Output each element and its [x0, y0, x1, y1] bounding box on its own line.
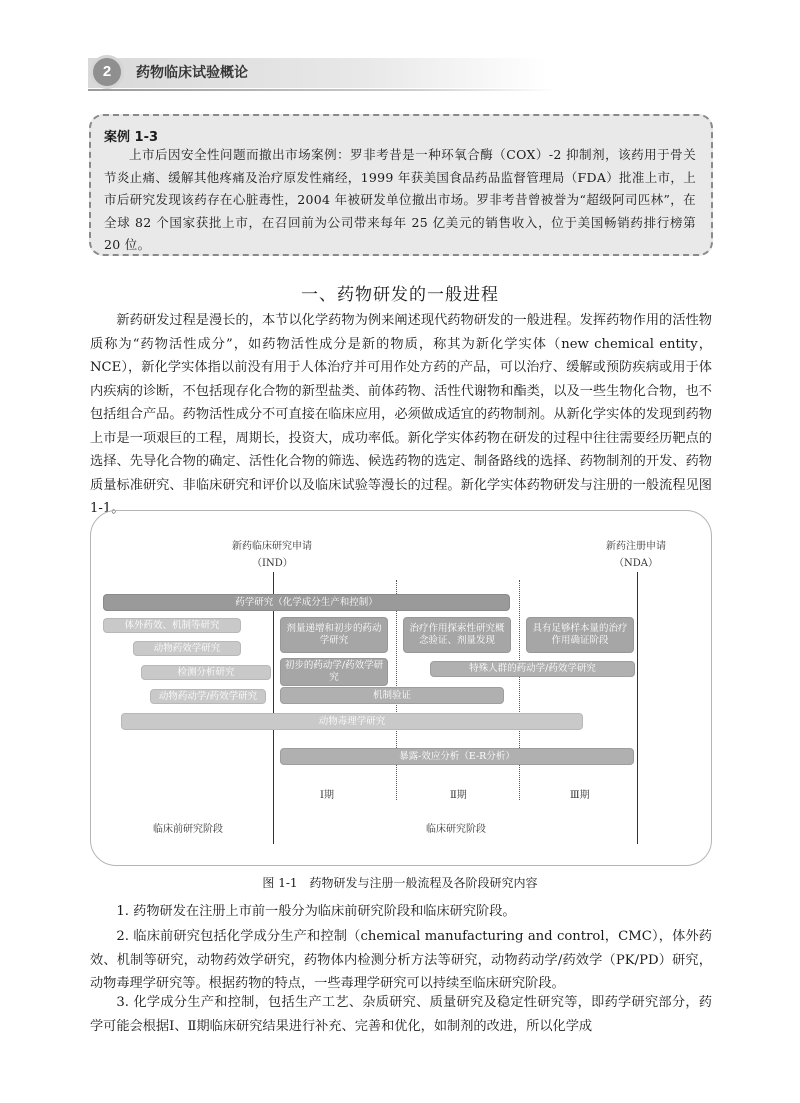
- exposure-response-bar: 暴露-效应分析（E-R分析）: [280, 748, 634, 765]
- intro-paragraph: 新药研发过程是漫长的，本节以化学药物为例来阐述现代药物研发的一般进程。发挥药物作用的活性物质称为“药物活性成分”，如药物活性成分是新的物质，称其为新化学实体（new chemical entity，NCE），新化学实体指以前没有用于人体治疗并可用作处方药的产品，可以治疗、缓解或预防疾病或用于体内疾病的诊断，不包括现存化合物的新型盐类、前体药物、活性代谢物和酯类，以及一些生物化合物，也不包括组合产品。药物活性成分不可直接在临床应用，必须做成适宜的药物制剂。从新化学实体的发现到药物上市是一项艰巨的工程，周期长，投资大，成功率低。新化学实体药物在研发的过程中往往需要经历靶点的选择、先导化合物的确定、活性化合物的筛选、候选药物的选定、制备路线的选择、药物制剂的开发、药物质量标准研究、非临床研究和评价以及临床试验等漫长的过程。新化学实体药物研发与注册的一般流程见图 1-1。: [90, 313, 712, 516]
- figure-caption: 图 1-1 药物研发与注册一般流程及各阶段研究内容: [262, 876, 538, 890]
- dose-escalation-box: 剂量递增和初步的药动学研究: [280, 617, 388, 653]
- note-paragraph-3: 3. 化学成分生产和控制，包括生产工艺、杂质研究、质量研究及稳定性研究等，即药学研究部分，药学可能会根据Ⅰ、Ⅱ期临床研究结果进行补充、完善和优化，如制剂的改进，所以化学成: [90, 995, 712, 1034]
- animal-pd-bar: 动物药效学研究: [133, 641, 241, 656]
- preclinical-stage-label: 临床前研究阶段: [153, 824, 223, 835]
- animal-pkpd-bar: 动物药动学/药效学研究: [150, 689, 266, 704]
- phase2-3-divider: [519, 580, 520, 800]
- phase1-label: Ⅰ期: [320, 790, 334, 801]
- exploratory-box: 治疗作用探索性研究概念验证、剂量发现: [403, 617, 511, 653]
- note-paragraph-1: 1. 药物研发在注册上市前一般分为临床前研究阶段和临床研究阶段。: [116, 904, 516, 919]
- running-title: 药物临床试验概论: [136, 65, 248, 81]
- nda-abbr: （NDA）: [614, 558, 658, 569]
- cmc-bar: 药学研究（化学成分生产和控制）: [103, 594, 510, 611]
- ind-label: 新药临床研究申请: [232, 541, 312, 552]
- confirmatory-box: 具有足够样本量的治疗作用确证阶段: [526, 617, 634, 653]
- ind-milestone-line: [273, 572, 274, 844]
- invitro-bar: 体外药效、机制等研究: [103, 618, 241, 633]
- phase3-label: Ⅲ期: [570, 790, 590, 801]
- detection-bar: 检测分析研究: [141, 665, 271, 680]
- phase2-label: Ⅱ期: [450, 790, 467, 801]
- special-population-bar: 特殊人群的药动学/药效学研究: [430, 661, 635, 677]
- toxicology-bar: 动物毒理学研究: [121, 713, 583, 730]
- case-label: 案例 1-3: [104, 130, 159, 145]
- prelim-pkpd-box: 初步的药动学/药效学研究: [280, 658, 388, 686]
- nda-label: 新药注册申请: [606, 541, 666, 552]
- mechanism-bar: 机制验证: [280, 687, 504, 704]
- header-rule: [88, 89, 558, 91]
- ind-abbr: （IND）: [252, 558, 293, 569]
- page-number-badge: 2: [90, 55, 124, 89]
- nda-milestone-line: [637, 572, 638, 844]
- clinical-stage-label: 临床研究阶段: [426, 824, 486, 835]
- section-title: 一、药物研发的一般进程: [301, 285, 499, 305]
- note-paragraph-2: 2. 临床前研究包括化学成分生产和控制（chemical manufacturing and control，CMC），体外药效、机制等研究，动物药效学研究，药物体内检测分析方法等研究，动物药动学/药效学（PK/PD）研究，动物毒理学研究等。根据药物的特点，一些毒理学研究可以持续至临床研究阶段。: [90, 929, 712, 991]
- case-text: 上市后因安全性问题而撤出市场案例：罗非考昔是一种环氧合酶（COX）-2 抑制剂，该药用于骨关节炎止痛、缓解其他疼痛及治疗原发性痛经，1999 年获美国食品药品监督管理局（FDA）批准上市，上市后研究发现该药存在心脏毒性，2004 年被研发单位撤出市场。罗非考昔曾被誉为“超级阿司匹林”，在全球 82 个国家获批上市，在召回前为公司带来每年 25 亿美元的销售收入，位于美国畅销药排行榜第 20 位。: [104, 147, 696, 252]
